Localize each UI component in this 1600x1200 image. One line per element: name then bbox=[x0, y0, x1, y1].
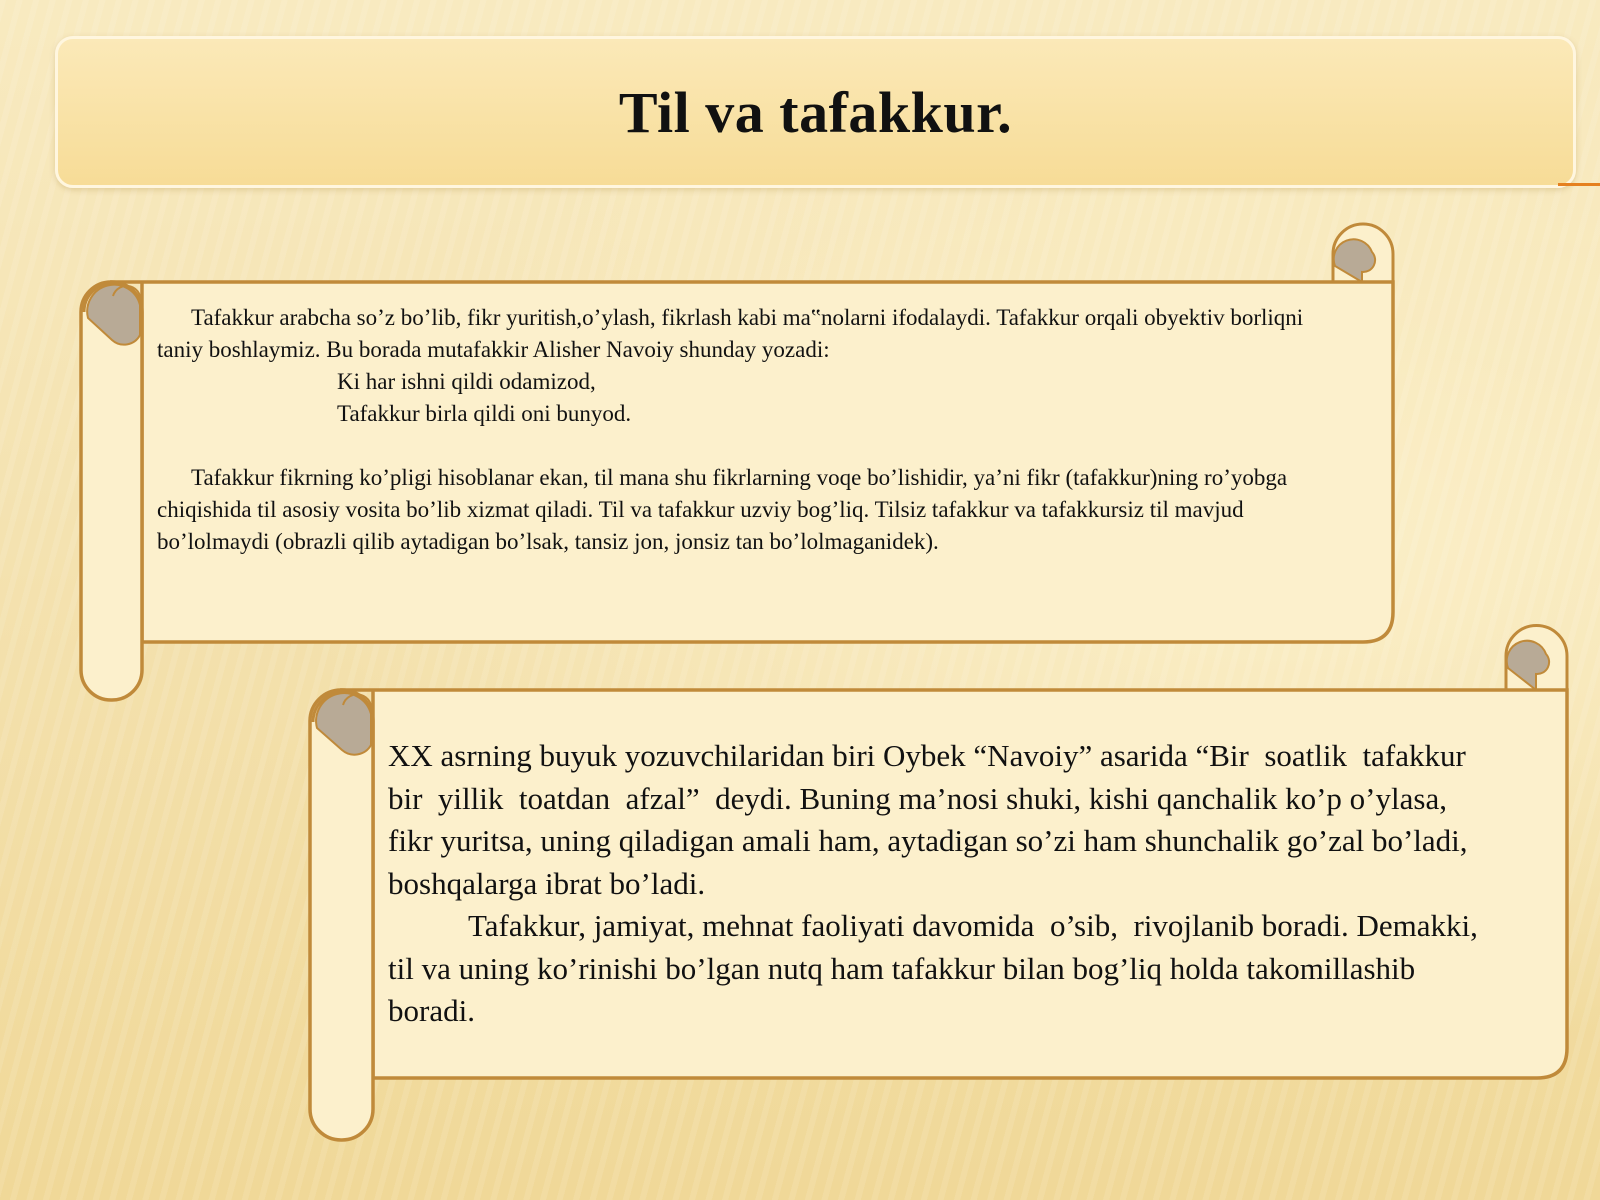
scroll-2-text bbox=[388, 735, 1498, 1033]
slide-title: Til va tafakkur. bbox=[618, 79, 1013, 145]
scroll-1-paragraph-1: Tafakkur arabcha so’z bo’lib, fikr yuritish,o’ylash, fikrlash kabi ma‟nolarni ifodalaydi. Tafakkur orqali obyektiv borliqni taniy boshlaymiz. Bu borada mutafakkir Alisher Navoiy shunday yozadi: bbox=[157, 305, 1304, 362]
verse-line-1: Ki har ishni qildi odamizod, bbox=[337, 369, 596, 394]
scroll-2-left-roll bbox=[310, 690, 373, 1140]
scroll-2-paragraph-1: XX asrning buyuk yozuvchilaridan biri Oybek “Navoiy” asarida “Bir soatlik tafakkur bir yillik toatdan afzal” deydi. Buning ma’nosi shuki, kishi qanchalik ko’p o’ylasa, fikr yuritsa, uning qiladigan amali ham, aytadigan so’zi ham shunchalik go’zal bo’ladi, boshqalarga ibrat bo’ladi. bbox=[388, 738, 1482, 901]
scroll-1-text bbox=[157, 302, 1337, 558]
verse-line-2: Tafakkur birla qildi oni bunyod. bbox=[337, 401, 632, 426]
paragraph-spacer bbox=[157, 430, 1337, 462]
scroll-2-paragraph-2: Tafakkur, jamiyat, mehnat faoliyati davomida o’sib, rivojlanib boradi. Demakki, til va uning ko’rinishi bo’lgan nutq ham tafakkur bilan bog’liq holda takomillashib boradi. bbox=[388, 908, 1486, 1028]
scroll-1-paragraph-2: Tafakkur fikrning ko’pligi hisoblanar ekan, til mana shu fikrlarning voqe bo’lishidir, ya’ni fikr (tafakkur)ning ro’yobga chiqishida til asosiy vosita bo’lib xizmat qiladi. Til va tafakkur uzviy bog’liq. Tilsiz tafakkur va tafakkursiz til mavjud bo’lolmaydi (obrazli qilib aytadigan bo’lsak, tansiz jon, jonsiz tan bo’lolmaganidek). bbox=[157, 465, 1288, 554]
scroll-1-left-roll bbox=[81, 282, 142, 700]
